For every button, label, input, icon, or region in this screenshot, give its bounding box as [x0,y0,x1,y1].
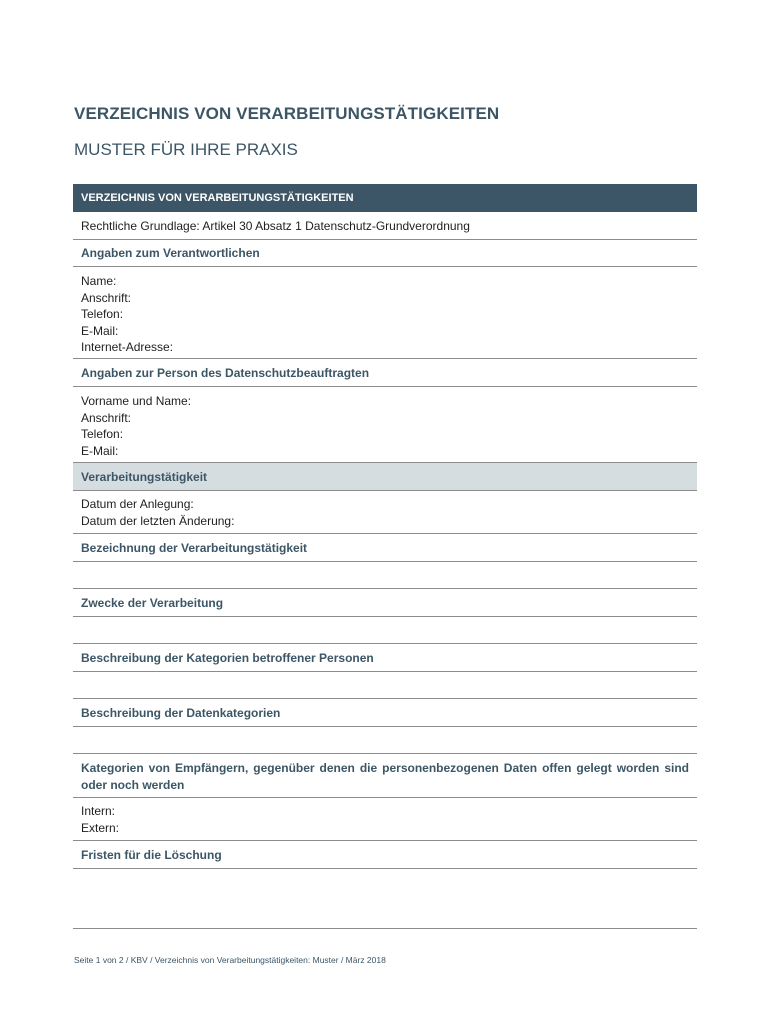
controller-fields-row [73,267,697,359]
persons-value-row [73,672,697,699]
activity-heading: Verarbeitungstätigkeit [81,470,208,484]
dpo-heading-row [73,359,697,387]
persons-heading: Beschreibung der Kategorien betroffener Personen [81,651,374,665]
deletion-heading-row [73,841,697,869]
records-table [73,184,697,929]
document-title: VERZEICHNIS VON VERARBEITUNGSTÄTIGKEITEN [74,104,500,123]
data-categories-heading: Beschreibung der Datenkategorien [81,706,281,720]
purposes-heading: Zwecke der Verarbeitung [81,596,224,610]
creation-date-label: Datum der Anlegung: [81,497,194,511]
document-subtitle: MUSTER FÜR IHRE PRAXIS [74,140,298,159]
dpo-heading: Angaben zur Person des Datenschutzbeauftragten [81,366,370,380]
recipients-heading: Kategorien von Empfängern, gegenüber denen die personenbezogenen Daten offen gelegt worden sind oder noch werden [81,761,689,792]
recipients-external-label: Extern: [81,820,120,835]
controller-website-label: Internet-Adresse: [81,340,174,354]
dpo-address-label: Anschrift: [81,410,132,425]
controller-heading: Angaben zum Verantwortlichen [81,246,260,260]
last-change-date-label: Datum der letzten Änderung: [81,513,235,528]
persons-heading-row [73,644,697,672]
dpo-email-label: E-Mail: [81,443,119,458]
dpo-phone-label: Telefon: [81,427,124,441]
table-header: VERZEICHNIS VON VERARBEITUNGSTÄTIGKEITEN [73,184,697,212]
designation-value-row [73,562,697,589]
controller-email-label: E-Mail: [81,323,119,338]
recipients-internal-label: Intern: [81,804,116,818]
activity-fields-row [73,491,697,534]
activity-heading-row [73,463,697,491]
controller-name-label: Name: [81,274,117,288]
purposes-value-row [73,617,697,644]
data-categories-heading-row [73,699,697,727]
controller-heading-row [73,240,697,267]
page-footer: Seite 1 von 2 / KBV / Verzeichnis von Verarbeitungstätigkeiten: Muster / März 2018 [74,955,386,965]
legal-basis-text: Rechtliche Grundlage: Artikel 30 Absatz 1 Datenschutz-Grundverordnung [81,219,470,233]
dpo-name-label: Vorname und Name: [81,394,192,408]
recipients-heading-row [73,754,697,798]
designation-heading-row [73,534,697,562]
deletion-heading: Fristen für die Löschung [81,848,222,862]
dpo-fields-row [73,387,697,463]
designation-heading: Bezeichnung der Verarbeitungstätigkeit [81,541,308,555]
controller-phone-label: Telefon: [81,307,124,321]
legal-basis-row [73,212,697,240]
data-categories-value-row [73,727,697,754]
controller-address-label: Anschrift: [81,290,132,305]
deletion-value-row [73,869,697,929]
purposes-heading-row [73,589,697,617]
recipients-fields-row [73,798,697,841]
